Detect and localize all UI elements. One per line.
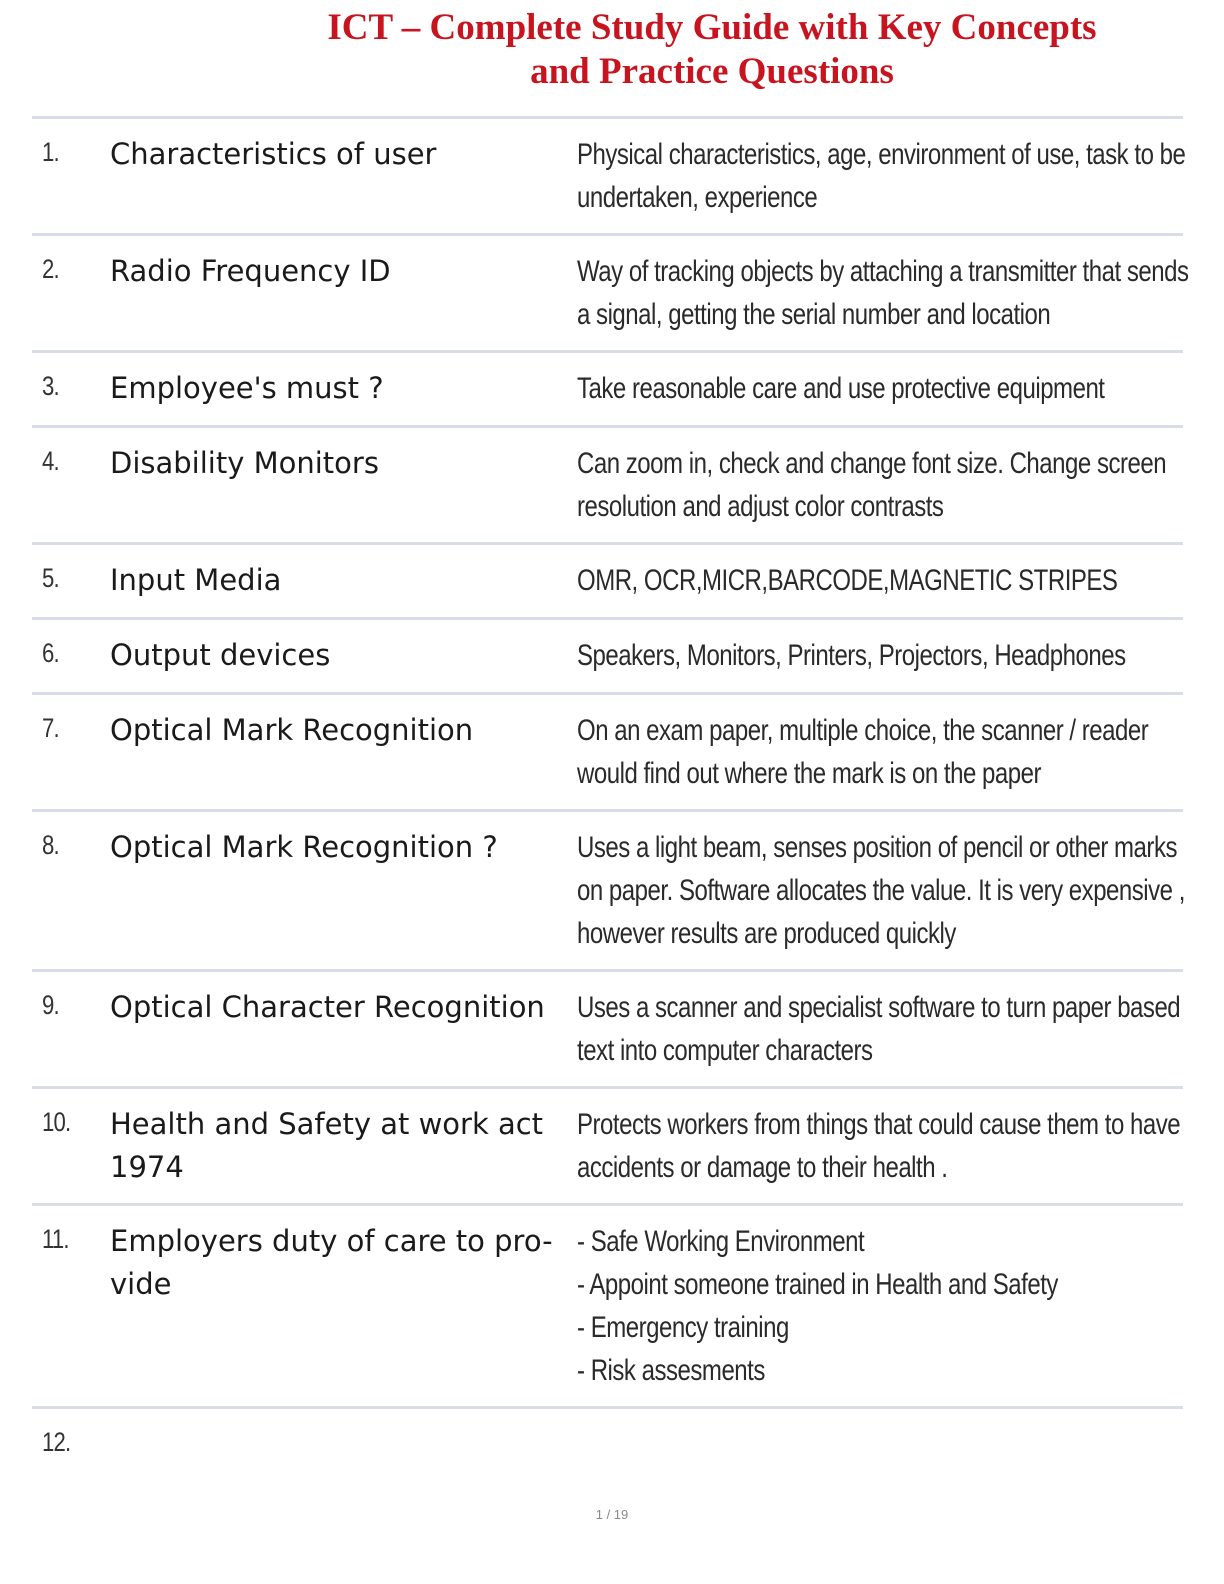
flashcard-list [32,116,1189,1489]
definition-line: undertaken, experience [577,181,818,214]
item-number: 8. [42,830,59,860]
item-definition [577,634,1153,677]
definition-line: Take reasonable care and use protective equipment [577,372,1105,405]
definition-line: - Risk assesments [577,1354,765,1387]
item-number: 4. [42,446,59,476]
list-item [32,620,1183,695]
item-definition [577,133,1186,219]
item-term: Disability Monitors [110,446,379,480]
item-number: 11. [42,1224,69,1254]
list-item [32,236,1189,353]
item-definition [577,826,1185,955]
item-number: 9. [42,990,59,1020]
page-indicator: 1 / 19 [595,1507,629,1522]
definition-line: Physical characteristics, age, environment of use, task to be [577,138,1186,171]
item-number: 3. [42,371,59,401]
list-item [32,1089,1183,1206]
definition-line: Uses a scanner and specialist software to turn paper based [577,991,1181,1024]
item-number: 12. [42,1427,71,1457]
definition-line: on paper. Software allocates the value. It is very expensive , [577,874,1185,907]
item-number: 5. [42,563,59,593]
item-definition [577,367,1153,410]
item-number: 1. [42,137,59,167]
item-term: Characteristics of user [110,137,437,171]
item-number: 6. [42,638,59,668]
item-definition [577,1103,1181,1189]
item-term: Health and Safety at work act 1974 [110,1107,544,1184]
item-number: 2. [42,254,59,284]
item-term: Optical Mark Recognition [110,713,474,747]
definition-line: Protects workers from things that could cause them to have [577,1108,1181,1141]
definition-line: Can zoom in, check and change font size. Change screen [577,447,1167,480]
definition-line: Way of tracking objects by attaching a transmitter that sends [577,255,1189,288]
item-definition [577,250,1189,336]
definition-line: - Emergency training [577,1311,789,1344]
item-number: 7. [42,713,59,743]
definition-line: Uses a light beam, senses position of pencil or other marks [577,831,1177,864]
item-term: Radio Frequency ID [110,254,391,288]
item-term: Output devices [110,638,331,672]
definition-line: text into computer characters [577,1034,873,1067]
title-line-2: and Practice Questions [530,51,894,92]
definition-line: resolution and adjust color contrasts [577,490,944,523]
item-definition [577,1220,1153,1392]
list-item [32,812,1183,972]
item-definition [577,986,1181,1072]
title-line-1: ICT – Complete Study Guide with Key Concepts [327,7,1097,48]
definition-line: Speakers, Monitors, Printers, Projectors, Headphones [577,639,1126,672]
item-term: Employee's must ? [110,371,384,405]
item-term: Employers duty of care to pro- vide [110,1224,553,1301]
list-item [32,1206,1183,1409]
item-term: Optical Mark Recognition ? [110,830,498,864]
list-item [32,1409,1183,1489]
definition-line: would find out where the mark is on the paper [577,757,1042,790]
list-item [32,545,1183,620]
document-title [200,6,1224,94]
definition-line: OMR, OCR,MICR,BARCODE,MAGNETIC STRIPES [577,564,1118,597]
list-item [32,353,1183,428]
item-definition [577,442,1167,528]
item-term: Input Media [110,563,282,597]
item-term: Optical Character Recognition [110,990,545,1024]
definition-line: On an exam paper, multiple choice, the scanner / reader [577,714,1149,747]
item-number: 10. [42,1107,71,1137]
definition-line: - Safe Working Environment [577,1225,865,1258]
list-item [32,119,1186,236]
definition-line: accidents or damage to their health . [577,1151,948,1184]
item-definition [577,559,1153,602]
definition-line: - Appoint someone trained in Health and Safety [577,1268,1058,1301]
list-item [32,695,1183,812]
definition-line: however results are produced quickly [577,917,956,950]
list-item [32,972,1183,1089]
list-item [32,428,1183,545]
definition-line: a signal, getting the serial number and location [577,298,1051,331]
item-definition [577,709,1153,795]
